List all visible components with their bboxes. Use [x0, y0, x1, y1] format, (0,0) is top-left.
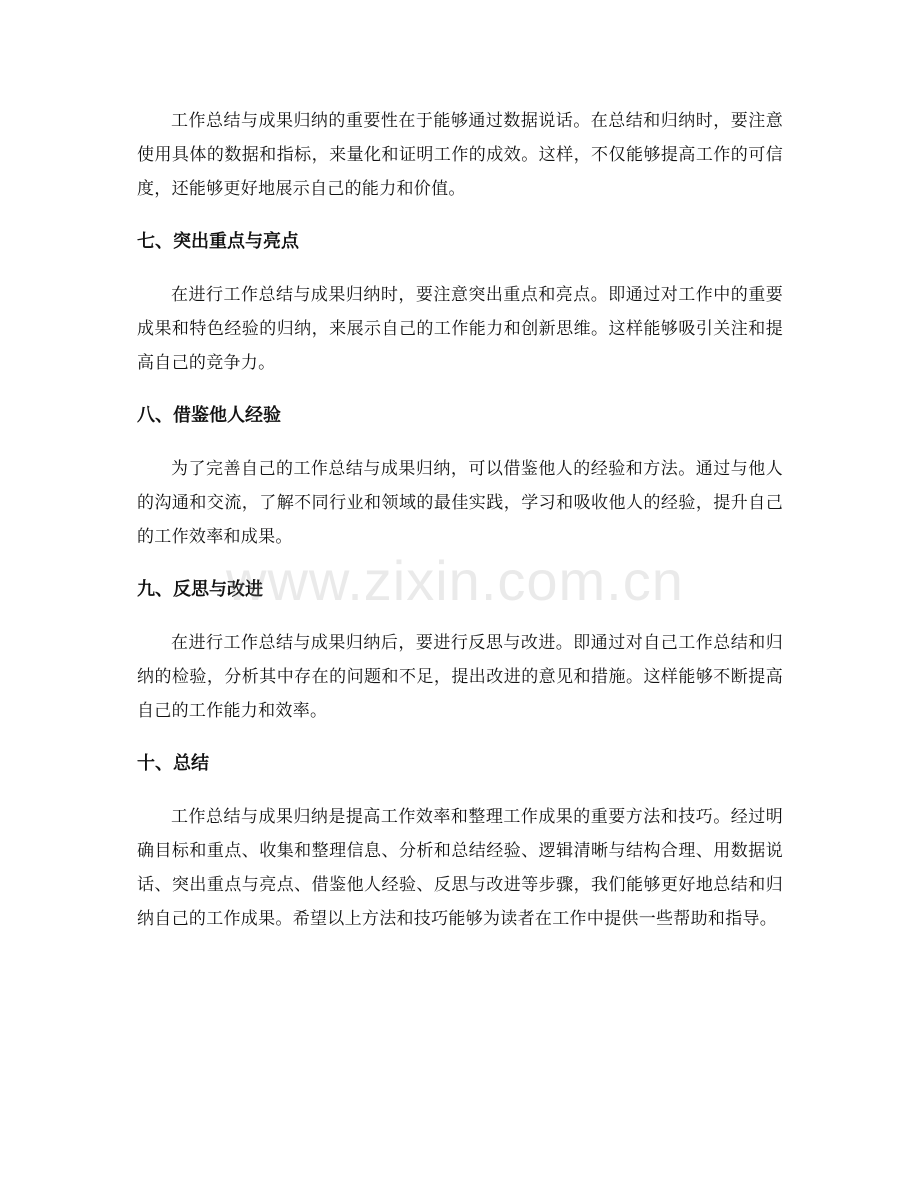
paragraph-data-importance: 工作总结与成果归纳的重要性在于能够通过数据说话。在总结和归纳时，要注意使用具体的数据和指标，来量化和证明工作的成效。这样，不仅能够提高工作的可信度，还能够更好地展示自己的能力和价值。 — [137, 111, 783, 199]
watermark: www.zixin.com.cn — [226, 549, 684, 612]
section-heading-9: 九、反思与改进 — [137, 579, 263, 600]
spacer — [137, 259, 783, 278]
section-heading-8: 八、借鉴他人经验 — [137, 405, 281, 426]
paragraph-highlights: 在进行工作总结与成果归纳时，要注意突出重点和亮点。即通过对工作中的重要成果和特色经验的归纳，来展示自己的工作能力和创新思维。这样能够吸引关注和提高自己的竞争力。 — [137, 285, 783, 373]
spacer — [137, 206, 783, 225]
spacer — [137, 554, 783, 573]
spacer — [137, 728, 783, 747]
spacer — [137, 433, 783, 452]
spacer — [137, 607, 783, 626]
document-body — [137, 104, 783, 936]
spacer — [137, 380, 783, 399]
paragraph-reflection: 在进行工作总结与成果归纳后，要进行反思与改进。即通过对自己工作总结和归纳的检验，分析其中存在的问题和不足，提出改进的意见和措施。这样能够不断提高自己的工作能力和效率。 — [137, 633, 783, 721]
paragraph-learn-from-others: 为了完善自己的工作总结与成果归纳，可以借鉴他人的经验和方法。通过与他人的沟通和交流，了解不同行业和领域的最佳实践，学习和吸收他人的经验，提升自己的工作效率和成果。 — [137, 459, 783, 547]
section-heading-7: 七、突出重点与亮点 — [137, 231, 299, 252]
spacer — [137, 781, 783, 800]
paragraph-conclusion: 工作总结与成果归纳是提高工作效率和整理工作成果的重要方法和技巧。经过明确目标和重点、收集和整理信息、分析和总结经验、逻辑清晰与结构合理、用数据说话、突出重点与亮点、借鉴他人经验、反思与改进等步骤，我们能够更好地总结和归纳自己的工作成果。希望以上方法和技巧能够为读者在工作中提供一些帮助和指导。 — [137, 807, 783, 929]
section-heading-10: 十、总结 — [137, 753, 209, 774]
